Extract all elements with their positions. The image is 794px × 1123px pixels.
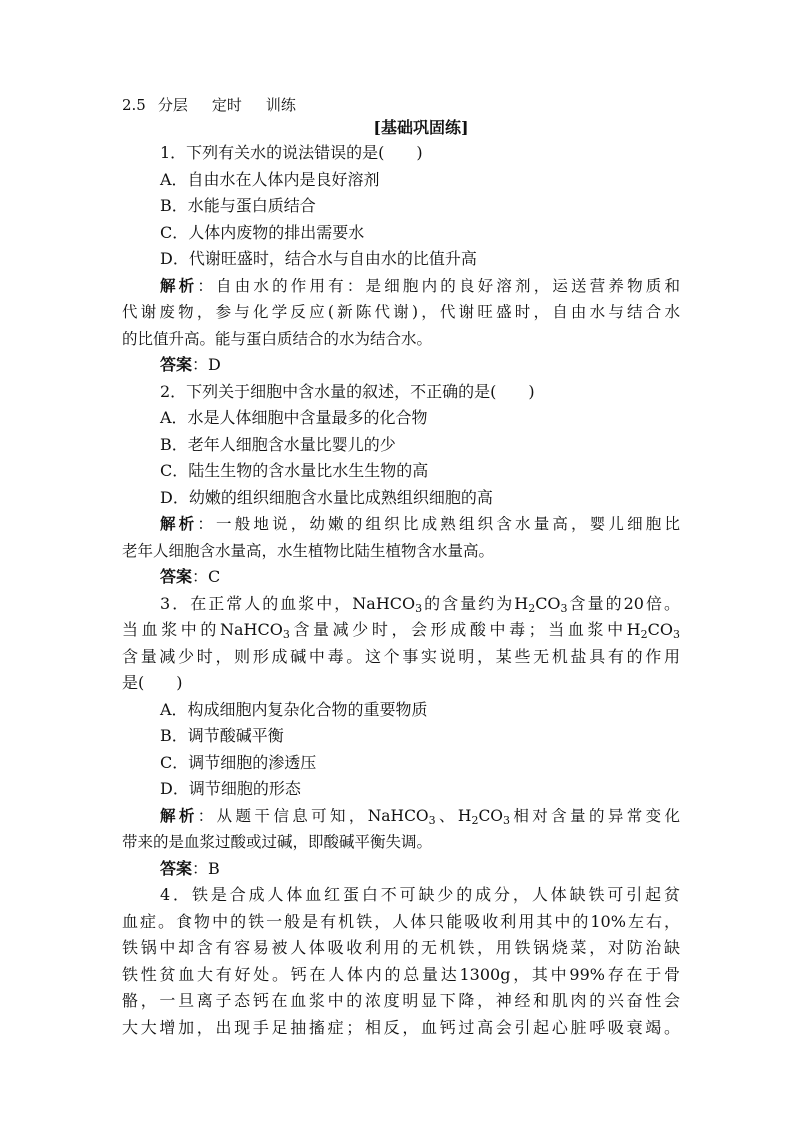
q2-answer-label: 答案 — [160, 567, 193, 586]
q2-option-d: D．幼嫩的组织细胞含水量比成熟组织细胞的高 — [160, 487, 493, 507]
question-4-line-4: 铁性贫血大有好处。钙在人体内的总量达1300g，其中99%存在于骨 — [122, 964, 680, 984]
q2-answer: 答案：C — [160, 567, 221, 586]
question-2-stem: 2．下列关于细胞中含水量的叙述，不正确的是( ) — [160, 381, 535, 401]
q1-option-d: D．代谢旺盛时，结合水与自由水的比值升高 — [160, 249, 477, 268]
q2-analysis-line-1: 解析：一般地说，幼嫩的组织比成熟组织含水量高，婴儿细胞比 — [160, 514, 680, 533]
question-4-line-6: 大大增加，出现手足抽搐症；相反，血钙过高会引起心脏呼吸衰竭。 — [122, 1017, 680, 1037]
q1-option-b: B．水能与蛋白质结合 — [160, 196, 316, 215]
lesson-word-2: 定时 — [211, 96, 242, 114]
lesson-number: 2.5 — [122, 96, 146, 114]
q3-analysis-line-2: 带来的是血浆过酸或过碱，即酸碱平衡失调。 — [122, 833, 433, 851]
q3-option-c: C．调节细胞的渗透压 — [160, 752, 317, 772]
q1-analysis-label: 解析 — [160, 275, 198, 295]
lesson-header — [122, 94, 680, 116]
q3-option-b: B．调节酸碱平衡 — [160, 726, 284, 745]
question-3-stem-line-1: 3．在正常人的血浆中，NaHCO$_3$的含量约为$H_2CO_3$含量的20倍。 — [160, 593, 680, 615]
q1-option-c: C．人体内废物的排出需要水 — [160, 222, 365, 242]
q2-option-c: C．陆生生物的含水量比水生生物的高 — [160, 461, 429, 480]
q3-analysis-line-1: 解析：从题干信息可知，NaHCO$_3$、$H_2CO_3$相对含量的异常变化 — [160, 805, 680, 827]
q2-analysis-line-2: 老年人细胞含水量高，水生植物比陆生植物含水量高。 — [122, 541, 495, 560]
question-3-stem-line-4: 是( ) — [122, 673, 183, 692]
q3-option-a: A．构成细胞内复杂化合物的重要物质 — [160, 699, 428, 719]
question-4-line-1: 4．铁是合成人体血红蛋白不可缺少的成分，人体缺铁可引起贫 — [160, 885, 680, 904]
question-4-line-2: 血症。食物中的铁一般是有机铁，人体只能吸收利用其中的10%左右， — [122, 911, 680, 931]
question-1-stem: 1．下列有关水的说法错误的是( ) — [160, 143, 423, 162]
q1-option-a: A．自由水在人体内是良好溶剂 — [160, 169, 380, 189]
q3-answer-label: 答案 — [160, 858, 193, 878]
q2-analysis-label: 解析 — [160, 514, 198, 533]
question-3-stem-line-2: 当血浆中的NaHCO$_3$含量减少时，会形成酸中毒；当血浆中$H_2CO_3$ — [122, 620, 680, 641]
document-page — [122, 94, 680, 1041]
lesson-word-1: 分层 — [157, 96, 188, 114]
question-4-line-5: 骼，一旦离子态钙在血浆中的浓度明显下降，神经和肌肉的兴奋性会 — [122, 991, 680, 1010]
q1-analysis-line-2: 代谢废物，参与化学反应(新陈代谢)，代谢旺盛时，自由水与结合水 — [122, 303, 680, 321]
q3-option-d: D．调节细胞的形态 — [160, 779, 301, 798]
q3-analysis-label: 解析 — [160, 805, 198, 825]
q1-answer: 答案：D — [160, 355, 221, 374]
q2-option-a: A．水是人体细胞中含量最多的化合物 — [160, 408, 428, 427]
q1-analysis-line-1: 解析：自由水的作用有：是细胞内的良好溶剂，运送营养物质和 — [160, 275, 680, 295]
question-3-stem-line-3: 含量减少时，则形成碱中毒。这个事实说明，某些无机盐具有的作用 — [122, 646, 680, 666]
question-4-line-3: 铁锅中却含有容易被人体吸收利用的无机铁，用铁锅烧菜，对防治缺 — [122, 938, 680, 957]
q1-answer-label: 答案 — [160, 355, 193, 374]
section-title: [基础巩固练] — [373, 118, 469, 137]
q1-analysis-line-3: 的比值升高。能与蛋白质结合的水为结合水。 — [122, 329, 433, 348]
q3-answer: 答案：B — [160, 858, 220, 878]
lesson-word-3: 训练 — [265, 96, 296, 114]
q2-option-b: B．老年人细胞含水量比婴儿的少 — [160, 434, 396, 454]
